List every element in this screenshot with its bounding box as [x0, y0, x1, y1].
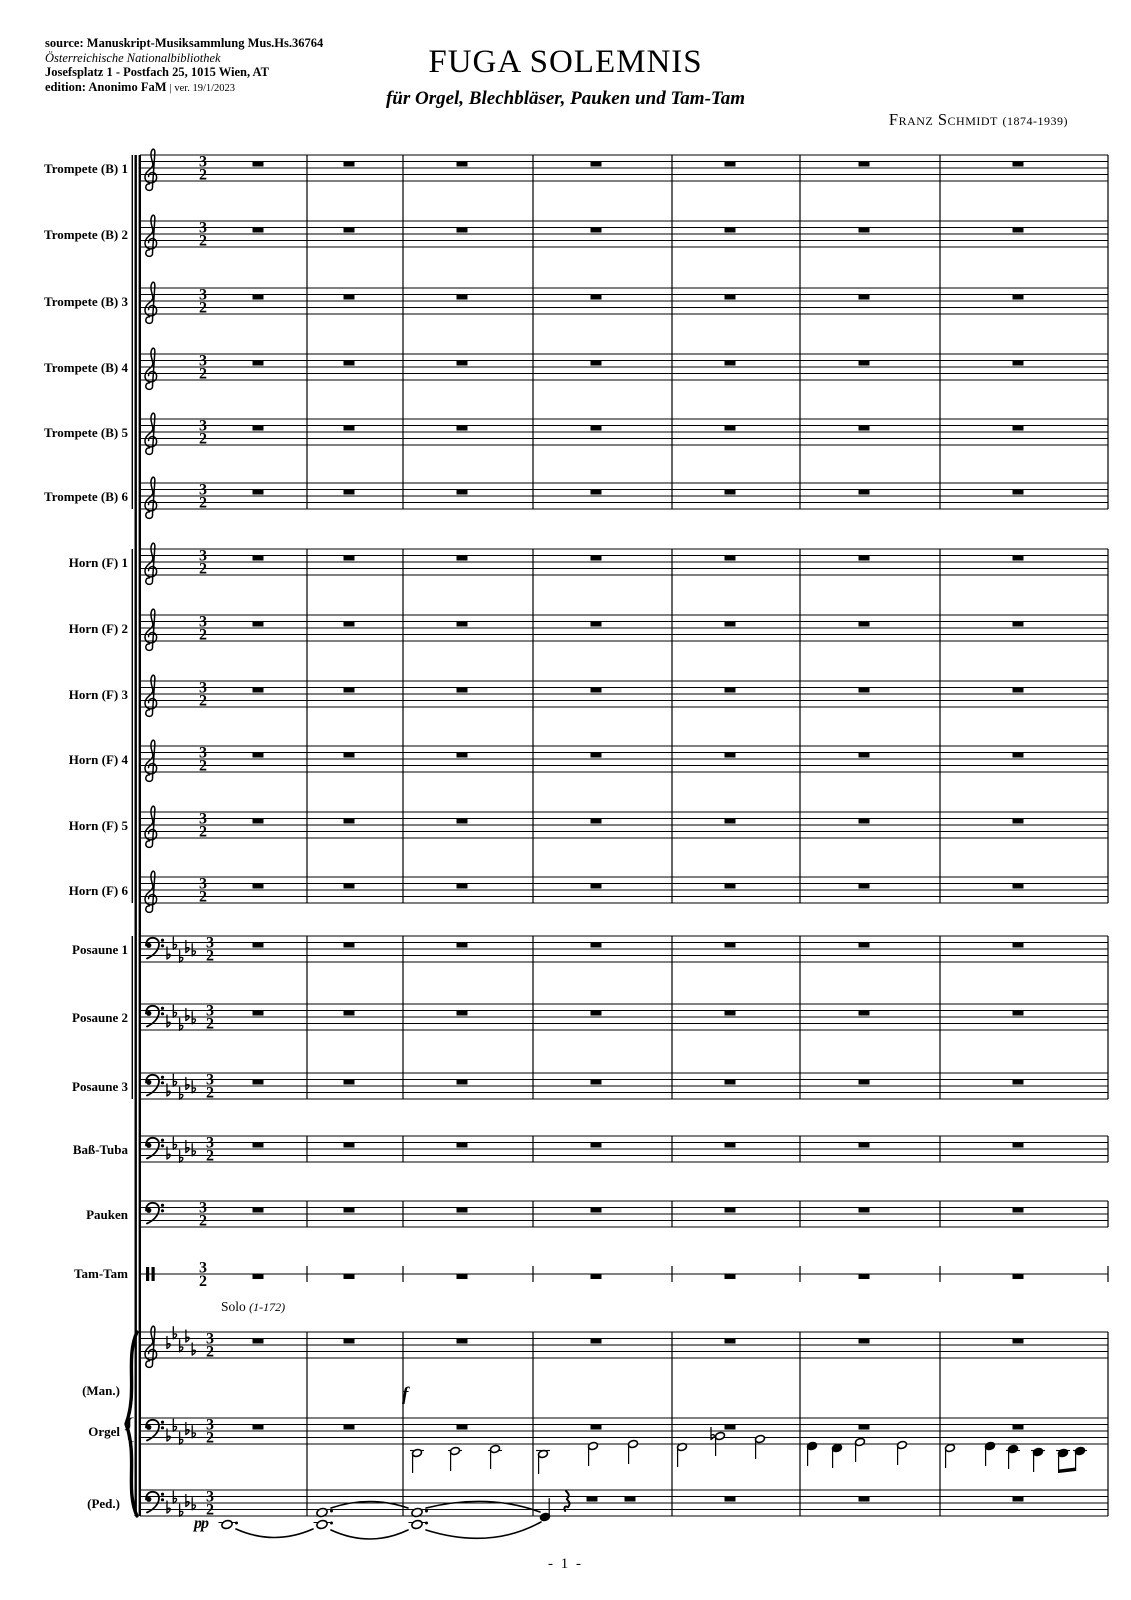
staff-horn-f-4	[140, 740, 1108, 781]
staff-trompete-b-2	[140, 215, 1108, 256]
staff-pauken	[140, 1199, 1108, 1229]
svg-text:3: 3	[199, 875, 207, 893]
svg-text:2: 2	[206, 1501, 214, 1519]
svg-text:2: 2	[199, 1212, 207, 1230]
organ-label-manual: (Man.)	[82, 1383, 120, 1398]
staff-trompete-b-5	[140, 413, 1108, 454]
svg-text:2: 2	[199, 560, 207, 578]
group-bracket-2	[132, 549, 133, 903]
staff-organ-19	[140, 1416, 1108, 1446]
whole-rests	[253, 819, 1024, 824]
svg-text:2: 2	[199, 299, 207, 317]
svg-text:3: 3	[199, 810, 207, 828]
svg-text:2: 2	[199, 1273, 207, 1290]
svg-text:2: 2	[206, 947, 214, 965]
svg-text:3: 3	[199, 352, 207, 370]
organ-manual-melody	[410, 1428, 1087, 1475]
svg-text:3: 3	[199, 547, 207, 565]
staff-horn-f-6	[140, 871, 1108, 912]
dynamic-forte: f	[402, 1384, 409, 1405]
whole-rests	[253, 556, 1024, 561]
system-start-barline	[135, 155, 142, 1516]
version-text: | ver. 19/1/2023	[169, 82, 236, 94]
svg-text:2: 2	[199, 757, 207, 775]
svg-text:2: 2	[199, 365, 207, 383]
svg-text:3: 3	[199, 1199, 207, 1217]
staff-ba-tuba	[140, 1134, 1108, 1164]
instrument-label-trompete-b-5: Trompete (B) 5	[44, 424, 128, 440]
svg-text:2: 2	[199, 166, 207, 184]
whole-rests	[253, 1143, 1024, 1148]
instrument-label-trompete-b-6: Trompete (B) 6	[44, 488, 128, 504]
svg-text:2: 2	[206, 1084, 214, 1102]
staff-organ-20	[140, 1488, 1108, 1518]
organ-label-pedal: (Ped.)	[87, 1496, 120, 1511]
svg-text:3: 3	[206, 1134, 214, 1152]
instrument-label-pauken: Pauken	[86, 1206, 128, 1222]
svg-text:3: 3	[199, 286, 207, 304]
whole-rests	[253, 753, 1024, 758]
instrument-label-horn-f-5: Horn (F) 5	[68, 817, 128, 833]
whole-rests	[253, 1011, 1024, 1016]
svg-text:3: 3	[199, 417, 207, 435]
page-title: FUGA SOLEMNIS	[428, 44, 703, 80]
instrument-label-ba-tuba: Baß-Tuba	[72, 1141, 128, 1157]
instrument-label-horn-f-3: Horn (F) 3	[68, 686, 128, 702]
instrument-label-horn-f-4: Horn (F) 4	[68, 751, 128, 767]
svg-text:2: 2	[199, 823, 207, 841]
whole-rests	[587, 1497, 1024, 1502]
staff-posaune-2	[140, 1002, 1108, 1032]
whole-rests	[253, 884, 1024, 889]
whole-rests	[253, 1208, 1024, 1213]
instrument-label-trompete-b-1: Trompete (B) 1	[44, 160, 128, 176]
solo-text: Solo	[221, 1299, 250, 1314]
svg-text:3: 3	[199, 481, 207, 499]
instrument-label-posaune-1: Posaune 1	[72, 941, 128, 957]
staff-horn-f-2	[140, 609, 1108, 650]
svg-text:3: 3	[199, 219, 207, 237]
source-line-1: source: Manuskript-Musiksammlung Mus.Hs.36764	[45, 36, 324, 50]
group-bracket-1	[132, 155, 133, 509]
composer-dates: (1874-1939)	[1002, 114, 1068, 128]
svg-text:2: 2	[199, 888, 207, 906]
instrument-label-trompete-b-2: Trompete (B) 2	[44, 226, 128, 242]
svg-text:3: 3	[199, 1259, 207, 1277]
whole-rests	[253, 162, 1024, 167]
whole-rests	[253, 426, 1024, 431]
instrument-label-trompete-b-3: Trompete (B) 3	[44, 293, 128, 309]
svg-text:2: 2	[206, 1429, 214, 1447]
source-line-2: Österreichische Nationalbibliothek	[45, 50, 221, 65]
composer-name: Franz Schmidt	[888, 110, 998, 129]
svg-text:3: 3	[199, 744, 207, 762]
svg-text:2: 2	[206, 1015, 214, 1033]
page-number: - 1 -	[548, 1556, 583, 1572]
staff-tam-tam	[140, 1260, 1108, 1291]
whole-rests	[253, 490, 1024, 495]
percussion-clef-icon	[146, 1267, 149, 1281]
svg-text:3: 3	[206, 1488, 214, 1506]
instrument-label-trompete-b-4: Trompete (B) 4	[44, 359, 128, 375]
page-subtitle: für Orgel, Blechbläser, Pauken und Tam-Tam	[385, 88, 746, 109]
svg-text:2: 2	[199, 692, 207, 710]
svg-text:2: 2	[199, 232, 207, 250]
whole-rests	[253, 1339, 1024, 1344]
organ-pedal-part	[219, 1491, 570, 1539]
whole-rests	[253, 361, 1024, 366]
svg-text:3: 3	[206, 1330, 214, 1348]
staff-trompete-b-1	[140, 149, 1108, 190]
organ-label-orgel: Orgel	[88, 1424, 120, 1439]
instrument-label-horn-f-2: Horn (F) 2	[68, 620, 128, 636]
instrument-label-horn-f-1: Horn (F) 1	[68, 554, 128, 570]
solo-marking	[221, 1299, 285, 1315]
instrument-label-posaune-2: Posaune 2	[72, 1009, 128, 1025]
whole-rests	[253, 943, 1024, 948]
svg-text:3: 3	[206, 1002, 214, 1020]
organ-small-brace: {	[122, 1412, 137, 1445]
staff-organ-18	[140, 1326, 1108, 1367]
svg-text:3: 3	[199, 613, 207, 631]
svg-text:3: 3	[206, 934, 214, 952]
staff-posaune-3	[140, 1071, 1108, 1101]
whole-rests	[253, 1080, 1024, 1085]
staff-posaune-1	[140, 934, 1108, 964]
instrument-label-posaune-3: Posaune 3	[72, 1078, 128, 1094]
svg-text:2: 2	[206, 1147, 214, 1165]
dynamic-pianissimo: pp	[194, 1515, 208, 1532]
staff-trompete-b-4	[140, 348, 1108, 389]
svg-text:2: 2	[199, 430, 207, 448]
svg-text:3: 3	[199, 679, 207, 697]
svg-text:3: 3	[206, 1416, 214, 1434]
edition-text: edition: Anonimo FaM	[45, 79, 170, 94]
staff-trompete-b-3	[140, 282, 1108, 323]
staff-horn-f-3	[140, 675, 1108, 716]
whole-rests	[253, 622, 1024, 627]
staff-trompete-b-6	[140, 477, 1108, 518]
whole-rests	[253, 1425, 1024, 1430]
svg-text:2: 2	[199, 626, 207, 644]
whole-rests	[253, 295, 1024, 300]
staff-horn-f-1	[140, 543, 1108, 584]
svg-text:2: 2	[199, 494, 207, 512]
instrument-label-tam-tam: Tam-Tam	[74, 1266, 128, 1281]
svg-text:2: 2	[206, 1343, 214, 1361]
whole-rests	[253, 1275, 1024, 1280]
staff-horn-f-5	[140, 806, 1108, 847]
solo-range: (1-172)	[249, 1300, 286, 1314]
group-bracket-3	[132, 936, 133, 1099]
whole-rests	[253, 688, 1024, 693]
source-line-3: Josefsplatz 1 - Postfach 25, 1015 Wien, AT	[45, 65, 269, 80]
instrument-label-horn-f-6: Horn (F) 6	[68, 882, 128, 898]
svg-text:3: 3	[206, 1071, 214, 1089]
svg-text:3: 3	[199, 153, 207, 171]
whole-rests	[253, 228, 1024, 233]
